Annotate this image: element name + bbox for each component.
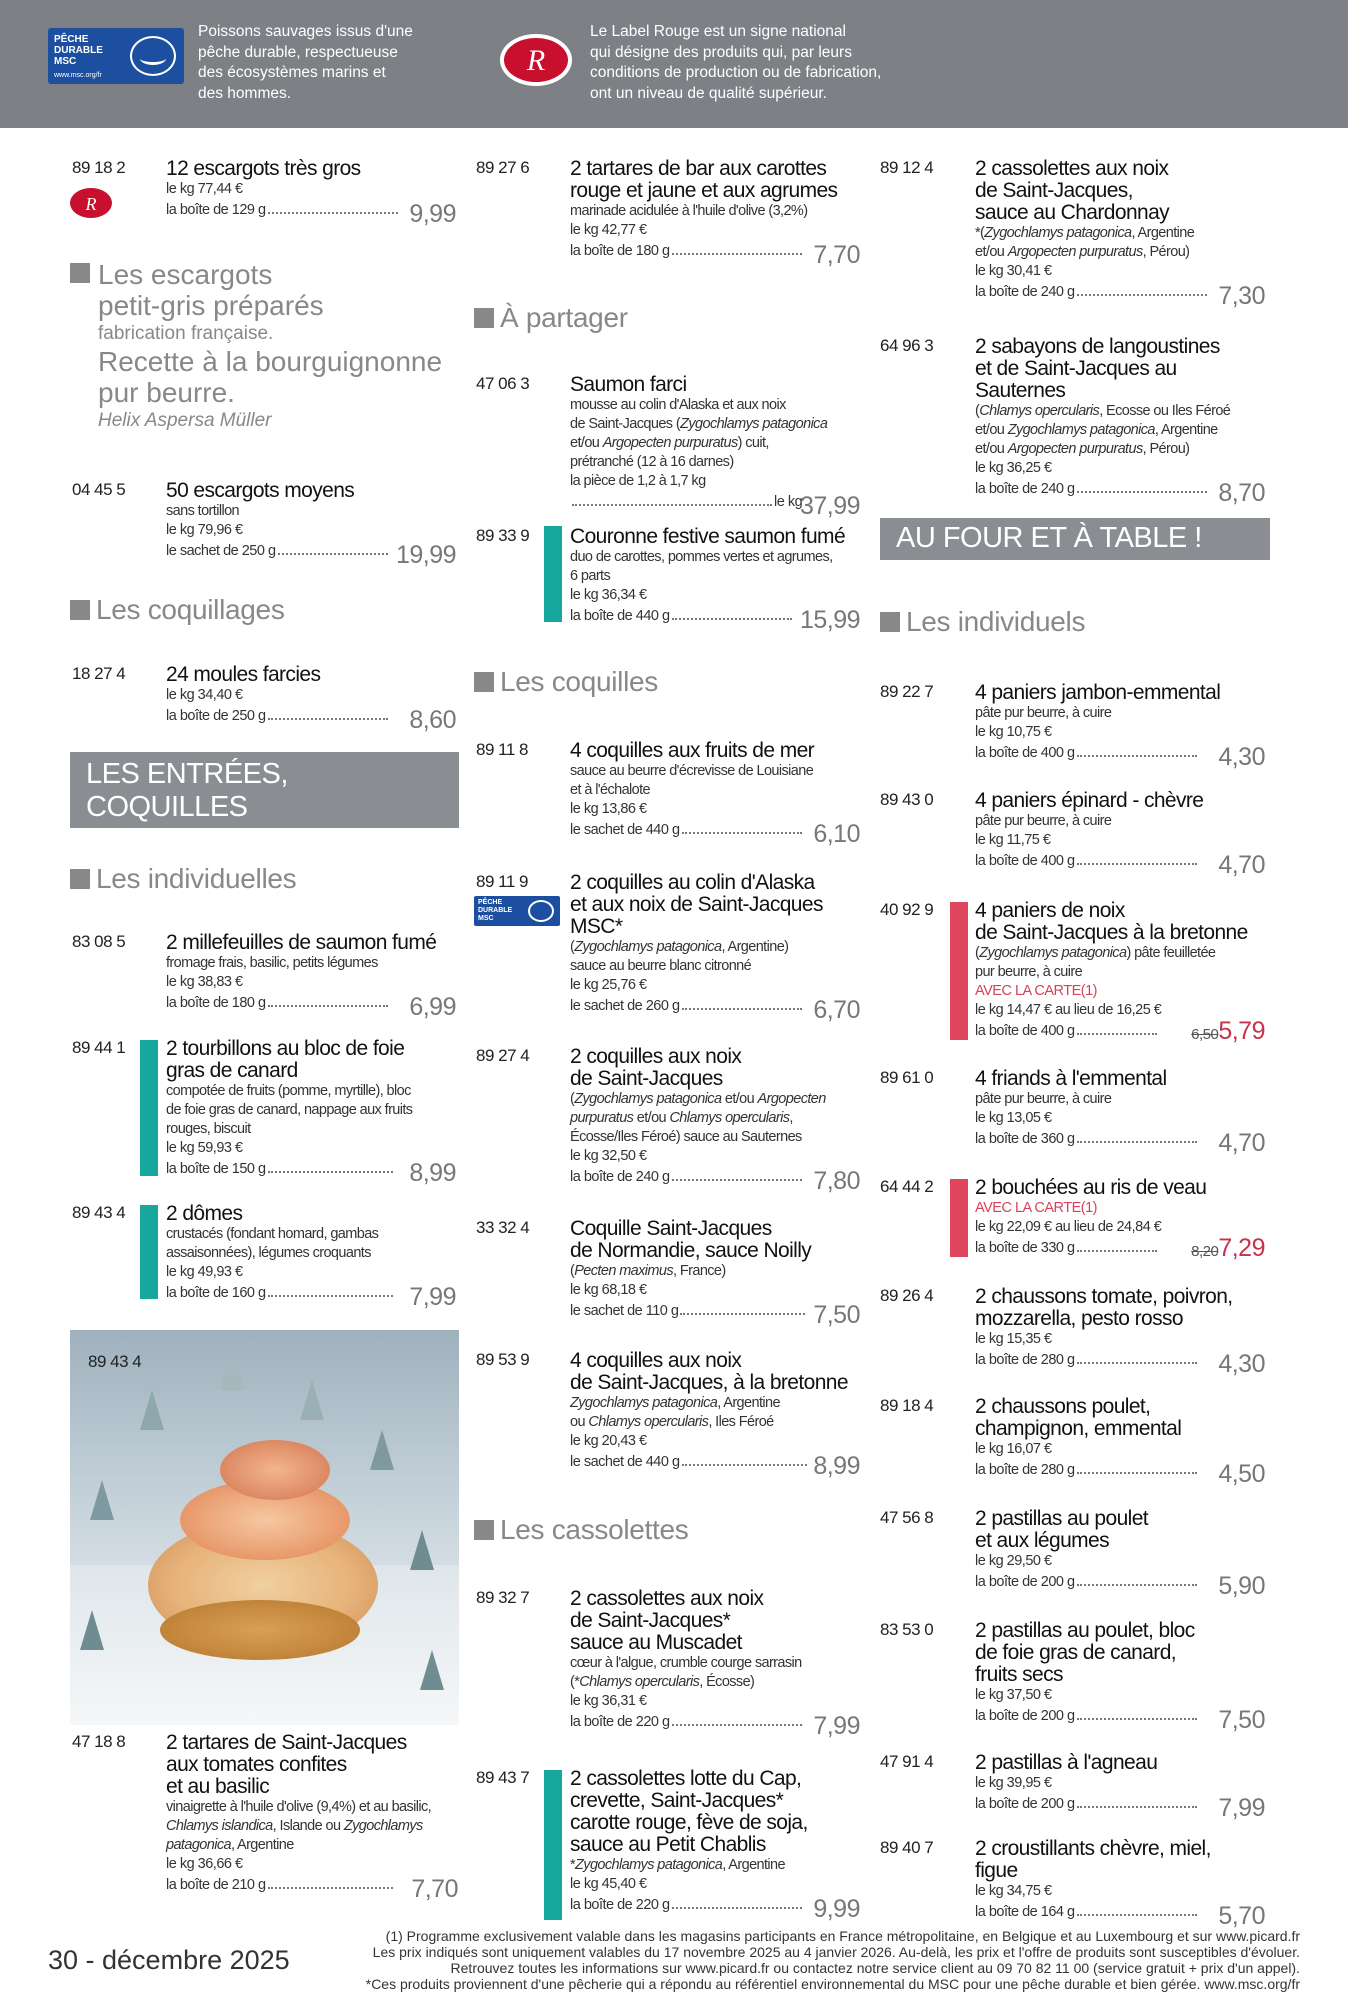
product-millefeuilles-saumon[interactable]: 2 millefeuilles de saumon fumé fromage frais, basilic, petits légumes le kg 38,83 € la boîte de 180 g 6,99 xyxy=(166,931,456,1021)
price-promo: 8,207,29 xyxy=(1191,1234,1265,1262)
product-coquilles-bretonne[interactable]: 4 coquilles aux noix de Saint-Jacques, à la bretonne Zygochlamys patagonica, Argentine ou Chlamys opercularis, Iles Féroé le kg 20,43 € le sachet de 440 g 8,99 xyxy=(570,1349,860,1480)
product-coquilles-fruits-de-mer[interactable]: 4 coquilles aux fruits de mer sauce au beurre d'écrevisse de Louisiane et à l'échalote le kg 13,86 € le sachet de 440 g 6,10 xyxy=(570,739,860,848)
product-code: 64 44 2 xyxy=(880,1177,934,1196)
product-code: 89 27 6 xyxy=(476,158,530,177)
product-code: 89 22 7 xyxy=(880,682,934,701)
square-bullet-icon xyxy=(474,672,494,692)
banner-entrees: LES ENTRÉES, COQUILLES ET CASSOLETTES xyxy=(70,752,459,828)
product-paniers-jambon[interactable]: 4 paniers jambon-emmental pâte pur beurre, à cuire le kg 10,75 € la boîte de 400 g 4,30 xyxy=(975,681,1265,771)
price: 7,99 xyxy=(409,1283,456,1311)
footnotes: (1) Programme exclusivement valable dans les magasins participants en France métropolitaine, en Belgique et au Luxembourg et sur www.picard.fr Les prix indiqués sont uniquement valables du 17 novembre 2025 au 4 janvier 2026. Au-delà, les prix et l'offre de produits sont susceptibles d'évoluer. Retrouvez toutes les informations sur www.picard.fr ou contactez notre service client au 09 70 82 11 00 (service gratuit + prix d'un appel). *Ces produits proviennent d'une pêcherie qui a répondu au référentiel environnemental du MSC pour une pêche durable et bien gérée. www.msc.org/fr xyxy=(365,1928,1300,1992)
price: 6,10 xyxy=(813,820,860,848)
square-bullet-icon xyxy=(70,869,90,889)
product-code: 89 44 1 xyxy=(72,1038,126,1057)
price: 9,99 xyxy=(409,200,456,228)
square-bullet-icon xyxy=(70,600,90,620)
product-moules-farcies[interactable]: 24 moules farcies le kg 34,40 € la boîte de 250 g 8,60 xyxy=(166,663,456,734)
square-bullet-icon xyxy=(474,1520,494,1540)
section-coquilles-heading: Les coquilles xyxy=(474,666,658,698)
price: 7,80 xyxy=(813,1167,860,1195)
photo-product-code: 89 43 4 xyxy=(88,1352,142,1371)
price: 8,60 xyxy=(409,706,456,734)
product-code: 89 32 7 xyxy=(476,1588,530,1607)
price: 4,50 xyxy=(1218,1460,1265,1488)
price: 4,30 xyxy=(1218,1350,1265,1378)
product-photo-domes xyxy=(70,1330,459,1725)
product-domes[interactable]: 2 dômes crustacés (fondant homard, gambas assaisonnées), légumes croquants le kg 49,93 € la boîte de 160 g 7,99 xyxy=(166,1202,456,1311)
product-code: 89 18 2 xyxy=(72,158,126,177)
loyalty-card-label: AVEC LA CARTE(1) xyxy=(975,983,1098,999)
product-code: 89 43 7 xyxy=(476,1768,530,1787)
section-partager-heading: À partager xyxy=(474,302,628,334)
price: 7,70 xyxy=(411,1875,458,1903)
product-code: 89 18 4 xyxy=(880,1396,934,1415)
product-code: 33 32 4 xyxy=(476,1218,530,1237)
msc-fish-icon xyxy=(528,900,554,922)
product-code: 89 11 8 xyxy=(476,740,528,759)
price: 15,99 xyxy=(799,606,860,634)
product-paniers-noix-st-jacques[interactable]: 4 paniers de noix de Saint-Jacques à la bretonne (Zygochlamys patagonica) pâte feuilletée pur beurre, à cuire AVEC LA CARTE(1) le kg 14,47 € au lieu de 16,25 € la boîte de 400 g 6,505,79 xyxy=(975,899,1265,1045)
product-code: 04 45 5 xyxy=(72,480,126,499)
section-cassolettes-heading: Les cassolettes xyxy=(474,1514,689,1546)
msc-description: Poissons sauvages issus d'une pêche durable, respectueuse des écosystèmes marins et des hommes. xyxy=(198,23,413,102)
price: 6,99 xyxy=(409,993,456,1021)
product-paniers-epinard[interactable]: 4 paniers épinard - chèvre pâte pur beurre, à cuire le kg 11,75 € la boîte de 400 g 4,70 xyxy=(975,789,1265,879)
product-code: 89 27 4 xyxy=(476,1046,530,1065)
price: 7,50 xyxy=(813,1301,860,1329)
product-code: 89 33 9 xyxy=(476,526,530,545)
product-code: 89 61 0 xyxy=(880,1068,934,1087)
msc-fish-icon xyxy=(130,36,176,76)
promo-marker xyxy=(950,1179,968,1257)
price: 5,90 xyxy=(1218,1572,1265,1600)
square-bullet-icon xyxy=(880,612,900,632)
product-code: 89 43 4 xyxy=(72,1203,126,1222)
product-sabayons[interactable]: 2 sabayons de langoustines et de Saint-Jacques au Sauternes (Chlamys opercularis, Ecosse ou Iles Féroé et/ou Zygochlamys patagonica, Argentine et/ou Argopecten purpuratus, Pérou) le kg 36,25 € la boîte de 240 g 8,70 xyxy=(975,335,1265,507)
label-rouge-icon xyxy=(68,186,114,220)
product-chaussons-poulet[interactable]: 2 chaussons poulet, champignon, emmental le kg 16,07 € la boîte de 280 g 4,50 xyxy=(975,1395,1265,1488)
price: 7,99 xyxy=(813,1712,860,1740)
section-escargots-heading xyxy=(70,257,96,289)
msc-logo: PÊCHE DURABLE MSC www.msc.org/fr xyxy=(48,28,184,84)
page-number-date: 30 - décembre 2025 xyxy=(48,1945,290,1975)
product-escargots-moyens[interactable]: 50 escargots moyens sans tortillon le kg 79,96 € le sachet de 250 g 19,99 xyxy=(166,479,456,569)
product-tartares-bar[interactable]: 2 tartares de bar aux carottes rouge et jaune et aux agrumes marinade acidulée à l'huile d'olive (3,2%) le kg 42,77 € la boîte de 180 g 7,70 xyxy=(570,157,860,269)
escargots-description: Les escargots petit-gris préparés fabrication française. Recette à la bourguignonne pur beurre. Helix Aspersa Müller xyxy=(98,259,443,431)
new-product-marker xyxy=(544,526,562,622)
product-cassolettes-chardonnay[interactable]: 2 cassolettes aux noix de Saint-Jacques, sauce au Chardonnay *(Zygochlamys patagonica, Argentine et/ou Argopecten purpuratus, Pérou) le kg 30,41 € la boîte de 240 g 7,30 xyxy=(975,157,1265,310)
product-coquilles-colin[interactable]: 2 coquilles au colin d'Alaska et aux noix de Saint-Jacques MSC* (Zygochlamys patagonica, Argentine) sauce au beurre blanc citronné le kg 25,76 € le sachet de 260 g 6,70 xyxy=(570,871,860,1024)
price: 8,99 xyxy=(409,1159,456,1187)
product-coquille-noilly[interactable]: Coquille Saint-Jacques de Normandie, sauce Noilly (Pecten maximus, France) le kg 68,18 € le sachet de 110 g 7,50 xyxy=(570,1217,860,1329)
product-pastillas-agneau[interactable]: 2 pastillas à l'agneau le kg 39,95 € la boîte de 200 g 7,99 xyxy=(975,1751,1265,1822)
product-code: 89 11 9 xyxy=(476,872,528,891)
price-promo: 6,505,79 xyxy=(1191,1017,1265,1045)
price: 7,70 xyxy=(813,241,860,269)
section-individuelles-heading: Les individuelles xyxy=(70,863,296,895)
product-code: 89 40 7 xyxy=(880,1838,934,1857)
price: 8,99 xyxy=(813,1452,860,1480)
product-code: 18 27 4 xyxy=(72,664,126,683)
product-cassolettes-muscadet[interactable]: 2 cassolettes aux noix de Saint-Jacques* sauce au Muscadet cœur à l'algue, crumble courge sarrasin (*Chlamys opercularis, Écosse) le kg 36,31 € la boîte de 220 g 7,99 xyxy=(570,1587,860,1740)
product-friands-emmental[interactable]: 4 friands à l'emmental pâte pur beurre, à cuire le kg 13,05 € la boîte de 360 g 4,70 xyxy=(975,1067,1265,1157)
section-individuels-heading: Les individuels xyxy=(880,606,1085,638)
price: 19,99 xyxy=(395,541,456,569)
old-price: 8,20 xyxy=(1191,1243,1219,1260)
price: 9,99 xyxy=(813,1895,860,1923)
product-croustillants-chevre[interactable]: 2 croustillants chèvre, miel, figue le kg 34,75 € la boîte de 164 g 5,70 xyxy=(975,1837,1265,1930)
product-code: 64 96 3 xyxy=(880,336,934,355)
product-chaussons-tomate[interactable]: 2 chaussons tomate, poivron, mozzarella, pesto rosso le kg 15,35 € la boîte de 280 g 4,30 xyxy=(975,1285,1265,1378)
product-code: 47 56 8 xyxy=(880,1508,934,1527)
msc-small-logo: PÊCHE DURABLE MSC xyxy=(474,896,560,926)
product-code: 47 91 4 xyxy=(880,1752,934,1771)
promo-marker xyxy=(950,902,968,1040)
label-rouge-description: Le Label Rouge est un signe national qui désigne des produits qui, par leurs conditions de production ou de fabrication, ont un niveau de qualité supérieur. xyxy=(590,23,882,102)
label-rouge-logo xyxy=(496,30,576,90)
price: 6,70 xyxy=(813,996,860,1024)
product-code: 89 26 4 xyxy=(880,1286,934,1305)
price: 4,70 xyxy=(1218,1129,1265,1157)
price: 7,50 xyxy=(1218,1706,1265,1734)
product-code: 83 08 5 xyxy=(72,932,126,951)
price: 8,70 xyxy=(1218,479,1265,507)
product-code: 89 43 0 xyxy=(880,790,934,809)
product-saumon-farci[interactable]: Saumon farci mousse au colin d'Alaska et aux noix de Saint-Jacques (Zygochlamys patagonica et/ou Argopecten purpuratus) cuit, prétranché (12 à 16 darnes) la pièce de 1,2 à 1,7 kg le kg 37,99 xyxy=(570,373,860,520)
product-code: 47 18 8 xyxy=(72,1732,126,1751)
old-price: 6,50 xyxy=(1191,1026,1219,1043)
price: 37,99 xyxy=(799,492,860,520)
banner-au-four: AU FOUR ET À TABLE ! xyxy=(880,518,1270,560)
product-tourbillons-foie-gras[interactable]: 2 tourbillons au bloc de foie gras de canard compotée de fruits (pomme, myrtille), bloc de foie gras de canard, nappage aux fruits rouges, biscuit le kg 59,93 € la boîte de 150 g 8,99 xyxy=(166,1037,456,1187)
price: 5,70 xyxy=(1218,1902,1265,1930)
new-product-marker xyxy=(140,1205,158,1299)
price: 4,70 xyxy=(1218,851,1265,879)
new-product-marker xyxy=(140,1040,158,1176)
section-coquillages-heading: Les coquillages xyxy=(70,594,285,626)
product-code: 83 53 0 xyxy=(880,1620,934,1639)
price: 4,30 xyxy=(1218,743,1265,771)
product-code: 40 92 9 xyxy=(880,900,934,919)
price: 7,30 xyxy=(1218,282,1265,310)
price: 7,99 xyxy=(1218,1794,1265,1822)
product-pastillas-poulet-legumes[interactable]: 2 pastillas au poulet et aux légumes le kg 29,50 € la boîte de 200 g 5,90 xyxy=(975,1507,1265,1600)
product-tartares-saint-jacques[interactable]: 2 tartares de Saint-Jacques aux tomates confites et au basilic vinaigrette à l'huile d'olive (9,4%) et au basilic, Chlamys islandica, Islande ou Zygochlamys patagonica, Argentine le kg 36,66 € la boîte de 210 g 7,70 xyxy=(166,1731,458,1903)
header-band xyxy=(0,0,1348,128)
product-cassolettes-lotte[interactable]: 2 cassolettes lotte du Cap, crevette, Saint-Jacques* carotte rouge, fève de soja, sauce au Petit Chablis *Zygochlamys patagonica, Argentine le kg 45,40 € la boîte de 220 g 9,99 xyxy=(570,1767,860,1923)
new-product-marker xyxy=(544,1770,562,1920)
square-bullet-icon xyxy=(474,308,494,328)
svg-text:R: R xyxy=(526,44,546,77)
product-code: 47 06 3 xyxy=(476,374,530,393)
svg-text:R: R xyxy=(85,194,97,214)
product-code: 89 53 9 xyxy=(476,1350,530,1369)
product-pastillas-foie-gras[interactable]: 2 pastillas au poulet, bloc de foie gras de canard, fruits secs le kg 37,50 € la boîte de 200 g 7,50 xyxy=(975,1619,1265,1734)
product-code: 89 12 4 xyxy=(880,158,934,177)
product-bouchees-ris-de-veau[interactable]: 2 bouchées au ris de veau AVEC LA CARTE(1) le kg 22,09 € au lieu de 24,84 € la boîte de 330 g 8,207,29 xyxy=(975,1176,1265,1262)
loyalty-card-label: AVEC LA CARTE(1) xyxy=(975,1200,1098,1216)
product-couronne-saumon[interactable]: Couronne festive saumon fumé duo de carottes, pommes vertes et agrumes, 6 parts le kg 36,34 € la boîte de 440 g 15,99 xyxy=(570,525,860,634)
square-bullet-icon xyxy=(70,263,90,283)
product-escargots-tres-gros[interactable]: 12 escargots très gros le kg 77,44 € la boîte de 129 g 9,99 xyxy=(166,157,456,228)
product-coquilles-sauternes[interactable]: 2 coquilles aux noix de Saint-Jacques (Zygochlamys patagonica et/ou Argopecten purpuratus et/ou Chlamys opercularis, Écosse/Iles Féroé) sauce au Sauternes le kg 32,50 € la boîte de 240 g 7,80 xyxy=(570,1045,860,1195)
